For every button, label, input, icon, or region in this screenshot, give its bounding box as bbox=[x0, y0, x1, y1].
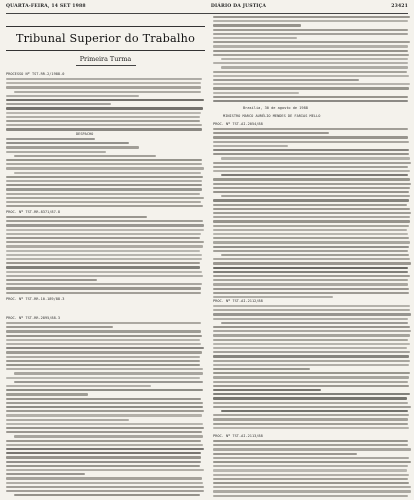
despacho-heading: DESPACHO bbox=[76, 132, 94, 136]
text-line bbox=[6, 490, 204, 492]
text-line bbox=[213, 29, 408, 31]
text-line bbox=[6, 360, 200, 362]
text-line bbox=[6, 356, 200, 358]
text-line bbox=[213, 406, 411, 408]
text-line bbox=[213, 368, 310, 370]
text-line bbox=[6, 237, 200, 239]
text-line bbox=[6, 95, 139, 97]
text-line bbox=[213, 187, 410, 189]
text-line bbox=[6, 440, 201, 442]
text-line bbox=[6, 99, 204, 101]
text-line bbox=[213, 482, 409, 484]
text-line bbox=[6, 406, 203, 408]
text-line bbox=[6, 142, 129, 144]
text-line bbox=[6, 241, 204, 243]
right-column bbox=[213, 14, 412, 497]
text-line bbox=[213, 339, 408, 341]
text-line bbox=[213, 465, 408, 467]
text-line bbox=[213, 313, 411, 315]
text-line bbox=[6, 138, 95, 140]
text-line bbox=[6, 486, 204, 488]
text-line bbox=[6, 128, 202, 130]
text-line bbox=[213, 136, 408, 138]
text-line bbox=[6, 159, 202, 161]
text-line bbox=[213, 360, 410, 362]
header-page-number: 23421 bbox=[391, 4, 408, 9]
text-line bbox=[6, 86, 201, 88]
text-line bbox=[221, 254, 409, 256]
text-line bbox=[6, 477, 202, 479]
text-line bbox=[6, 444, 203, 446]
text-line bbox=[6, 326, 113, 328]
text-line bbox=[213, 75, 409, 77]
text-line bbox=[6, 197, 204, 199]
text-line bbox=[213, 132, 329, 134]
text-line bbox=[213, 389, 321, 391]
signature-date: Brasília, 30 de agosto de 1988 bbox=[243, 106, 308, 110]
text-line bbox=[213, 343, 410, 345]
text-line bbox=[213, 267, 408, 269]
text-line bbox=[213, 237, 409, 239]
process-heading: PROC. Nº TST-AI-2113/88 bbox=[213, 434, 263, 438]
text-line bbox=[213, 296, 333, 298]
text-line bbox=[6, 351, 202, 353]
text-line bbox=[213, 457, 409, 459]
text-line bbox=[6, 402, 203, 404]
text-line bbox=[6, 469, 204, 471]
text-line bbox=[6, 262, 200, 264]
text-line bbox=[213, 199, 409, 201]
text-line bbox=[213, 309, 410, 311]
text-line bbox=[213, 292, 409, 294]
text-line bbox=[6, 398, 201, 400]
text-line bbox=[221, 66, 408, 68]
text-line bbox=[6, 461, 201, 463]
text-line bbox=[14, 172, 201, 174]
text-line bbox=[221, 195, 410, 197]
text-line bbox=[221, 174, 408, 176]
text-line bbox=[213, 283, 408, 285]
text-line bbox=[213, 397, 407, 399]
text-line bbox=[213, 393, 410, 395]
text-line bbox=[213, 162, 411, 164]
text-line bbox=[6, 279, 97, 281]
text-line bbox=[213, 376, 409, 378]
process-heading: PROC. Nº TST-RR-2895/88.3 bbox=[6, 316, 61, 320]
text-line bbox=[213, 495, 408, 497]
text-line bbox=[221, 58, 408, 60]
text-line bbox=[6, 364, 200, 366]
text-line bbox=[6, 216, 147, 218]
text-line bbox=[6, 452, 201, 454]
text-line bbox=[213, 474, 409, 476]
text-line bbox=[213, 24, 301, 26]
signature-minister: MINISTRO MARCO AURÉLIO MENDES DE FARIAS MELLO bbox=[223, 114, 321, 118]
text-line bbox=[213, 50, 408, 52]
text-line bbox=[6, 419, 129, 421]
text-line bbox=[14, 155, 156, 157]
text-line bbox=[213, 275, 410, 277]
text-line bbox=[14, 91, 201, 93]
text-line bbox=[6, 414, 202, 416]
text-line bbox=[6, 254, 202, 256]
text-line bbox=[14, 494, 200, 496]
text-line bbox=[213, 453, 357, 455]
text-line bbox=[6, 184, 202, 186]
text-line bbox=[6, 389, 203, 391]
text-line bbox=[213, 279, 408, 281]
text-line bbox=[213, 149, 409, 151]
text-line bbox=[6, 176, 203, 178]
text-line bbox=[213, 20, 408, 22]
section-title: Tribunal Superior do Trabalho bbox=[6, 26, 205, 51]
text-line bbox=[6, 335, 202, 337]
process-heading: PROC. Nº TST-RR-10.189/88.3 bbox=[6, 297, 65, 301]
text-line bbox=[6, 431, 202, 433]
text-line bbox=[6, 473, 85, 475]
text-line bbox=[6, 82, 201, 84]
text-line bbox=[213, 216, 410, 218]
text-line bbox=[213, 246, 409, 248]
text-line bbox=[213, 423, 408, 425]
text-line bbox=[213, 41, 410, 43]
text-line bbox=[6, 124, 202, 126]
text-line bbox=[6, 456, 201, 458]
title-divider bbox=[76, 65, 136, 66]
text-line bbox=[14, 372, 203, 374]
text-line bbox=[213, 16, 410, 18]
text-line bbox=[6, 339, 200, 341]
text-line bbox=[213, 334, 410, 336]
text-line bbox=[6, 385, 151, 387]
text-line bbox=[213, 381, 408, 383]
text-line bbox=[6, 116, 200, 118]
text-line bbox=[6, 287, 201, 289]
text-line bbox=[213, 100, 408, 102]
text-line bbox=[6, 347, 204, 349]
text-line bbox=[213, 191, 409, 193]
text-line bbox=[213, 183, 411, 185]
process-heading: PROC. Nº TST-RR-8371/87.8 bbox=[6, 210, 61, 214]
text-line bbox=[213, 402, 408, 404]
text-line bbox=[6, 322, 201, 324]
text-line bbox=[6, 292, 201, 294]
text-line bbox=[213, 318, 408, 320]
text-line bbox=[213, 288, 409, 290]
text-line bbox=[6, 188, 202, 190]
page-header bbox=[6, 4, 408, 14]
text-line bbox=[6, 258, 202, 260]
text-line bbox=[6, 275, 203, 277]
header-journal: DIÁRIO DA JUSTIÇA bbox=[210, 4, 267, 9]
text-line bbox=[213, 141, 409, 143]
text-line bbox=[213, 229, 407, 231]
text-line bbox=[221, 410, 408, 412]
text-line bbox=[6, 377, 200, 379]
text-line bbox=[213, 427, 409, 429]
text-line bbox=[213, 241, 410, 243]
text-line bbox=[213, 414, 409, 416]
text-line bbox=[213, 461, 411, 463]
text-line bbox=[6, 224, 204, 226]
text-line bbox=[6, 250, 200, 252]
text-line bbox=[213, 355, 409, 357]
text-line bbox=[6, 146, 139, 148]
text-line bbox=[213, 330, 411, 332]
text-line bbox=[6, 482, 203, 484]
text-line bbox=[6, 423, 203, 425]
text-line bbox=[6, 393, 88, 395]
text-line bbox=[6, 103, 111, 105]
section-subtitle: Primeira Turma bbox=[79, 55, 132, 63]
text-line bbox=[213, 250, 408, 252]
text-line bbox=[6, 343, 201, 345]
text-line bbox=[6, 266, 200, 268]
text-line bbox=[14, 435, 203, 437]
text-line bbox=[6, 120, 200, 122]
text-line bbox=[213, 33, 408, 35]
text-line bbox=[213, 71, 407, 73]
text-line bbox=[213, 170, 410, 172]
process-heading: PROC. Nº TST-AI-2054/88 bbox=[213, 122, 263, 126]
text-line bbox=[6, 465, 200, 467]
text-line bbox=[213, 478, 408, 480]
text-line bbox=[213, 208, 410, 210]
text-line bbox=[6, 283, 202, 285]
text-line bbox=[213, 128, 408, 130]
text-line bbox=[6, 229, 204, 231]
text-line bbox=[213, 204, 407, 206]
header-date: QUARTA-FEIRA, 14 SET 1988 bbox=[6, 4, 86, 9]
text-line bbox=[213, 37, 297, 39]
text-line bbox=[213, 444, 408, 446]
text-line bbox=[6, 151, 106, 153]
text-line bbox=[213, 83, 410, 85]
text-line bbox=[213, 233, 408, 235]
text-line bbox=[14, 381, 203, 383]
text-line bbox=[213, 96, 408, 98]
text-line bbox=[221, 322, 408, 324]
process-heading: PROCESSO Nº TST-RR-2/1988-0 bbox=[6, 72, 65, 76]
text-line bbox=[213, 372, 410, 374]
text-line bbox=[6, 112, 201, 114]
text-line bbox=[213, 92, 299, 94]
text-line bbox=[6, 410, 204, 412]
text-line bbox=[213, 258, 410, 260]
text-line bbox=[6, 245, 203, 247]
text-line bbox=[6, 167, 204, 169]
text-line bbox=[213, 305, 410, 307]
text-line bbox=[6, 448, 204, 450]
text-line bbox=[213, 490, 411, 492]
text-line bbox=[6, 193, 200, 195]
text-line bbox=[213, 62, 408, 64]
text-line bbox=[213, 271, 408, 273]
text-line bbox=[213, 486, 411, 488]
text-line bbox=[213, 225, 409, 227]
text-line bbox=[6, 271, 202, 273]
text-line bbox=[6, 330, 201, 332]
text-line bbox=[213, 364, 409, 366]
text-line bbox=[213, 385, 409, 387]
text-line bbox=[213, 178, 410, 180]
text-line bbox=[213, 212, 411, 214]
text-line bbox=[213, 87, 409, 89]
text-line bbox=[6, 78, 202, 80]
text-line bbox=[6, 180, 202, 182]
text-line bbox=[213, 469, 407, 471]
text-line bbox=[213, 145, 288, 147]
text-line bbox=[213, 45, 408, 47]
text-line bbox=[213, 347, 407, 349]
text-line bbox=[6, 233, 201, 235]
text-line bbox=[213, 262, 411, 264]
text-line bbox=[213, 418, 408, 420]
process-heading: PROC. Nº TST-AI-2112/88 bbox=[213, 299, 263, 303]
text-line bbox=[6, 368, 203, 370]
text-line bbox=[213, 79, 359, 81]
text-line bbox=[213, 326, 410, 328]
text-line bbox=[213, 54, 409, 56]
text-line bbox=[6, 163, 202, 165]
text-line bbox=[213, 448, 411, 450]
left-column bbox=[6, 14, 205, 497]
text-line bbox=[221, 157, 410, 159]
text-line bbox=[6, 107, 203, 109]
text-line bbox=[213, 166, 408, 168]
text-line bbox=[213, 220, 410, 222]
text-line bbox=[6, 201, 201, 203]
text-line bbox=[6, 220, 203, 222]
text-line bbox=[213, 440, 408, 442]
text-line bbox=[213, 153, 409, 155]
text-line bbox=[6, 205, 203, 207]
text-line bbox=[6, 427, 204, 429]
text-line bbox=[213, 351, 410, 353]
